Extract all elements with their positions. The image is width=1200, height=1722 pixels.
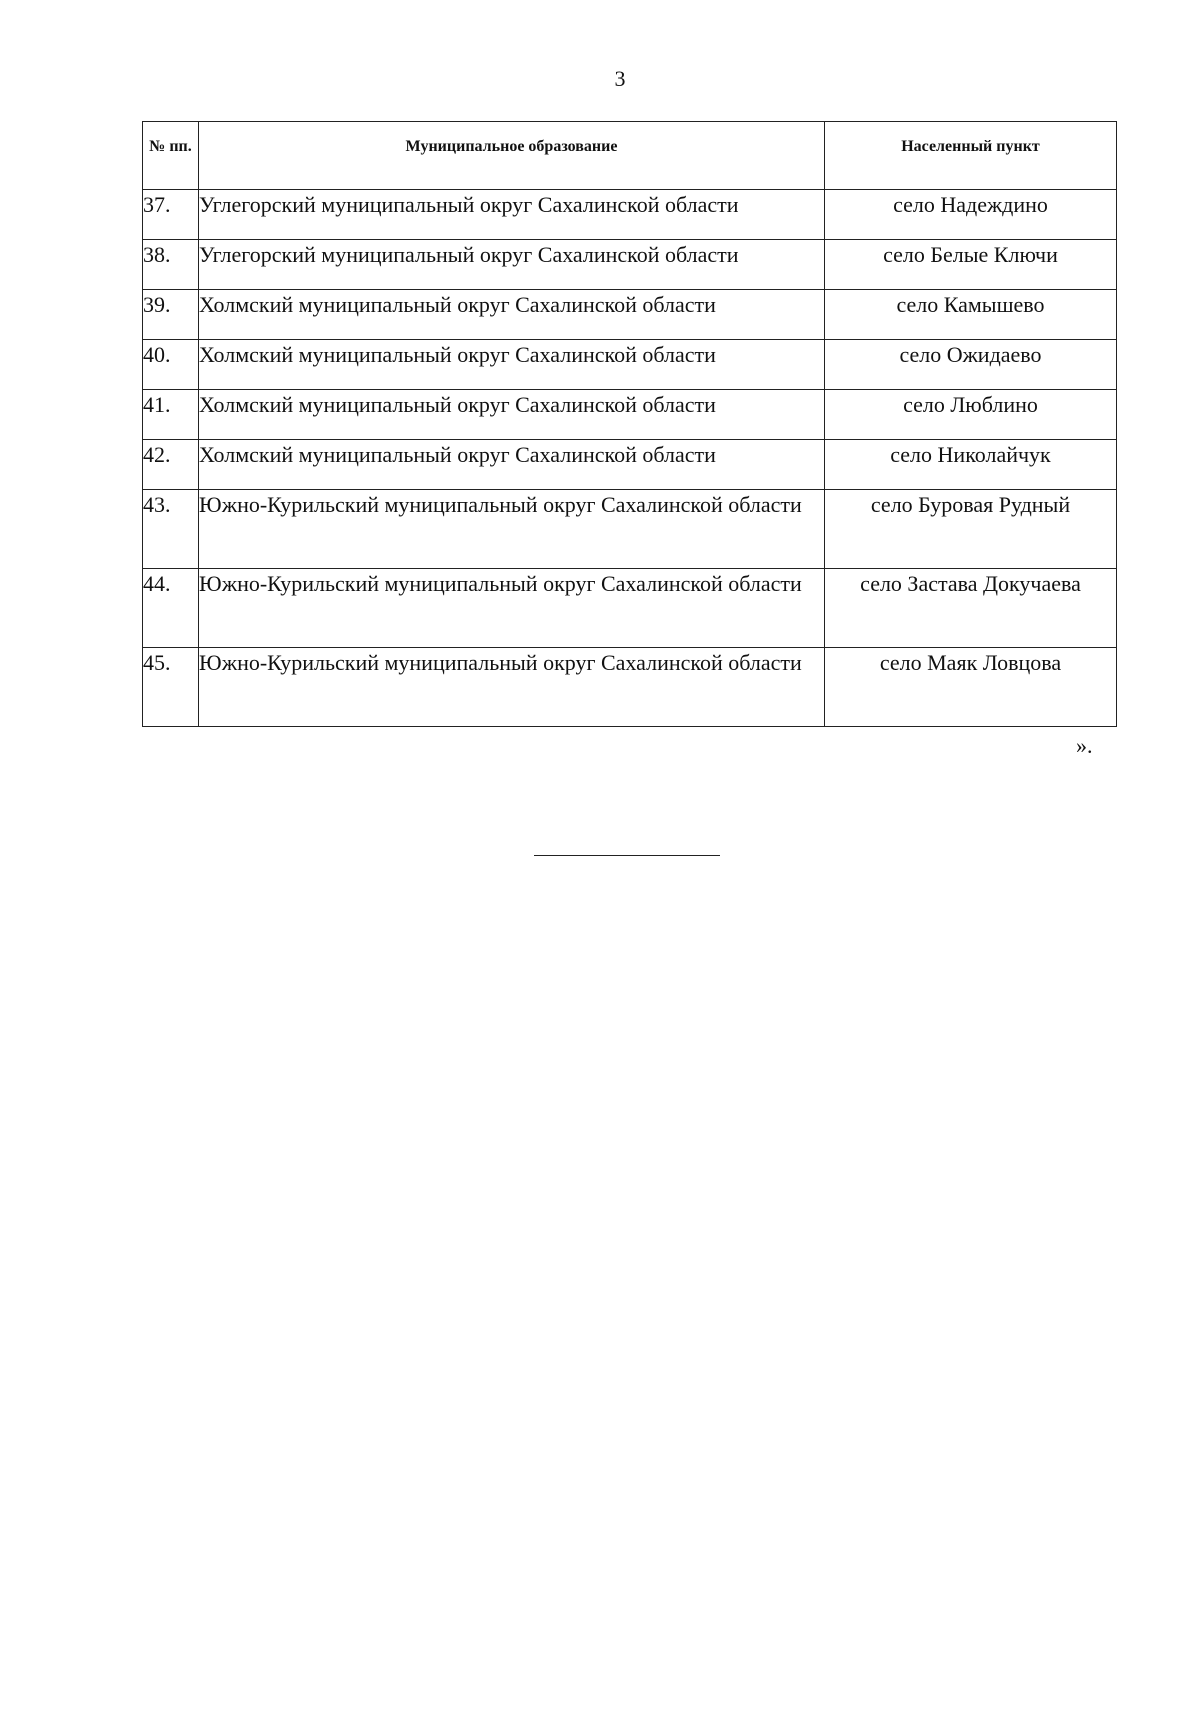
row-settlement: село Буровая Рудный <box>825 490 1117 569</box>
table-row <box>143 440 1117 490</box>
row-municipality: Холмский муниципальный округ Сахалинской области <box>199 390 825 440</box>
end-divider-line <box>534 855 720 856</box>
row-number: 37. <box>143 190 199 240</box>
table-row <box>143 290 1117 340</box>
row-settlement: село Камышево <box>825 290 1117 340</box>
table-row <box>143 648 1117 727</box>
row-number: 44. <box>143 569 199 648</box>
table-row <box>143 190 1117 240</box>
row-settlement: село Николайчук <box>825 440 1117 490</box>
table-row <box>143 340 1117 390</box>
row-municipality: Южно-Курильский муниципальный округ Сахалинской области <box>199 490 825 569</box>
row-number: 42. <box>143 440 199 490</box>
header-settlement: Населенный пункт <box>825 122 1117 190</box>
row-settlement: село Ожидаево <box>825 340 1117 390</box>
row-settlement: село Белые Ключи <box>825 240 1117 290</box>
settlements-table <box>142 121 1117 727</box>
row-municipality: Холмский муниципальный округ Сахалинской области <box>199 290 825 340</box>
row-number: 45. <box>143 648 199 727</box>
row-municipality: Южно-Курильский муниципальный округ Сахалинской области <box>199 648 825 727</box>
row-settlement: село Надеждино <box>825 190 1117 240</box>
closing-quote-mark: ». <box>1076 733 1093 758</box>
table-row <box>143 490 1117 569</box>
row-number: 38. <box>143 240 199 290</box>
row-settlement: село Люблино <box>825 390 1117 440</box>
row-number: 40. <box>143 340 199 390</box>
table-row <box>143 390 1117 440</box>
table-row <box>143 240 1117 290</box>
row-settlement: село Застава Докучаева <box>825 569 1117 648</box>
header-number: № пп. <box>143 122 199 190</box>
row-municipality: Холмский муниципальный округ Сахалинской области <box>199 440 825 490</box>
header-municipality: Муниципальное образование <box>199 122 825 190</box>
table-header-row <box>143 122 1117 190</box>
row-number: 43. <box>143 490 199 569</box>
row-municipality: Углегорский муниципальный округ Сахалинской области <box>199 190 825 240</box>
row-municipality: Южно-Курильский муниципальный округ Сахалинской области <box>199 569 825 648</box>
row-municipality: Углегорский муниципальный округ Сахалинской области <box>199 240 825 290</box>
page-number: 3 <box>614 66 626 91</box>
row-settlement: село Маяк Ловцова <box>825 648 1117 727</box>
row-number: 41. <box>143 390 199 440</box>
row-municipality: Холмский муниципальный округ Сахалинской области <box>199 340 825 390</box>
row-number: 39. <box>143 290 199 340</box>
table-row <box>143 569 1117 648</box>
